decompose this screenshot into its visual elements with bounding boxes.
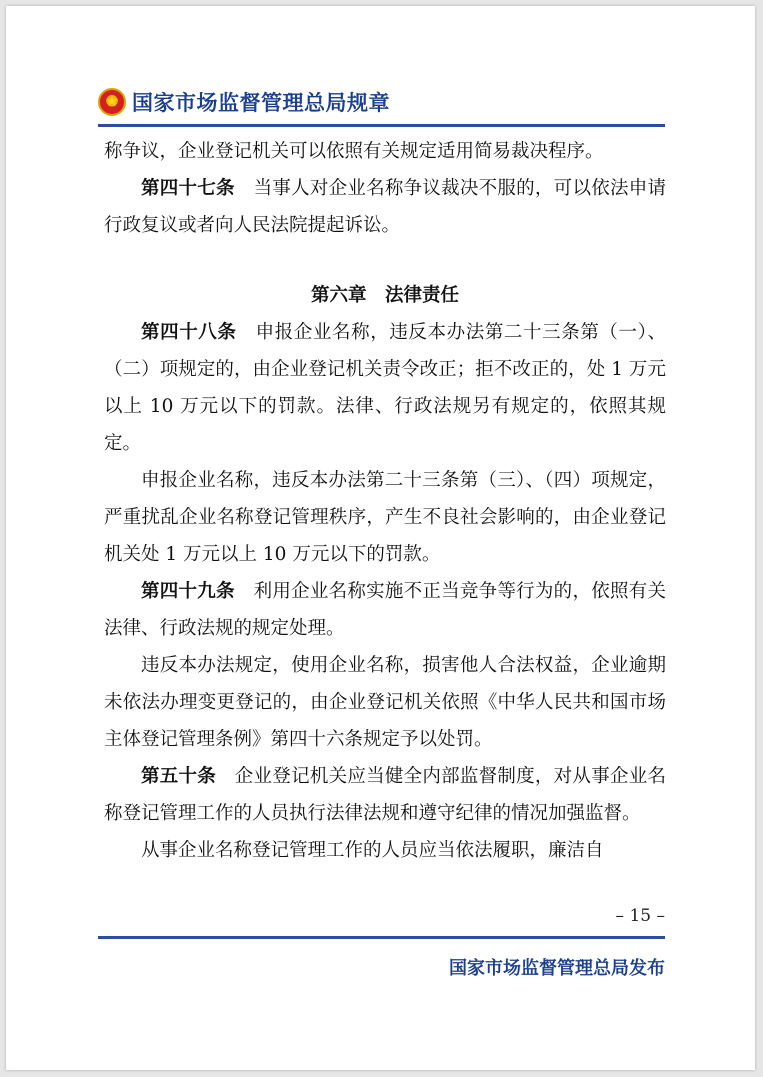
header-title: 国家市场监督管理总局规章 — [132, 91, 390, 115]
header-divider — [98, 124, 665, 127]
page-header — [98, 82, 390, 122]
article-text: 当事人对企业名称争议裁决不服的，可以依法申请行政复议或者向人民法院提起诉讼。 — [104, 178, 666, 236]
paragraph: 违反本办法规定，使用企业名称，损害他人合法权益，企业逾期未依法办理变更登记的，由企业登记机关依照《中华人民共和国市场主体登记管理条例》第四十六条规定予以处罚。 — [104, 655, 666, 750]
article-heading: 第四十七条 — [141, 178, 235, 199]
article-heading: 第四十九条 — [141, 581, 235, 602]
footer-publisher: 国家市场监督管理总局发布 — [449, 958, 665, 979]
article-text: 利用企业名称实施不正当竞争等行为的，依照有关法律、行政法规的规定处理。 — [104, 581, 666, 639]
article-50 — [104, 758, 666, 832]
paragraph: 从事企业名称登记管理工作的人员应当依法履职，廉洁自 — [141, 840, 604, 861]
footer-divider — [98, 936, 665, 939]
article-47 — [104, 170, 666, 244]
page-number: – 15 – — [615, 906, 665, 926]
article-heading: 第四十八条 — [141, 322, 237, 343]
paragraph: 申报企业名称，违反本办法第二十三条第（三）、（四）项规定，严重扰乱企业名称登记管理秩序，产生不良社会影响的，由企业登记机关处 1 万元以上 10 万元以下的罚款。 — [104, 470, 666, 565]
article-49 — [104, 573, 666, 647]
chapter-title: 第六章 法律责任 — [310, 285, 459, 306]
article-heading: 第五十条 — [141, 766, 217, 787]
document-body — [104, 133, 666, 869]
article-text: 企业登记机关应当健全内部监督制度，对从事企业名称登记管理工作的人员执行法律法规和遵守纪律的情况加强监督。 — [104, 766, 666, 824]
paragraph: 称争议，企业登记机关可以依照有关规定适用简易裁决程序。 — [104, 141, 604, 162]
article-text: 申报企业名称，违反本办法第二十三条第（一）、（二）项规定的，由企业登记机关责令改正；拒不改正的，处 1 万元以上 10 万元以下的罚款。法律、行政法规另有规定的，依照其规定。 — [104, 322, 666, 454]
national-emblem-icon — [98, 88, 126, 116]
article-48 — [104, 314, 666, 462]
